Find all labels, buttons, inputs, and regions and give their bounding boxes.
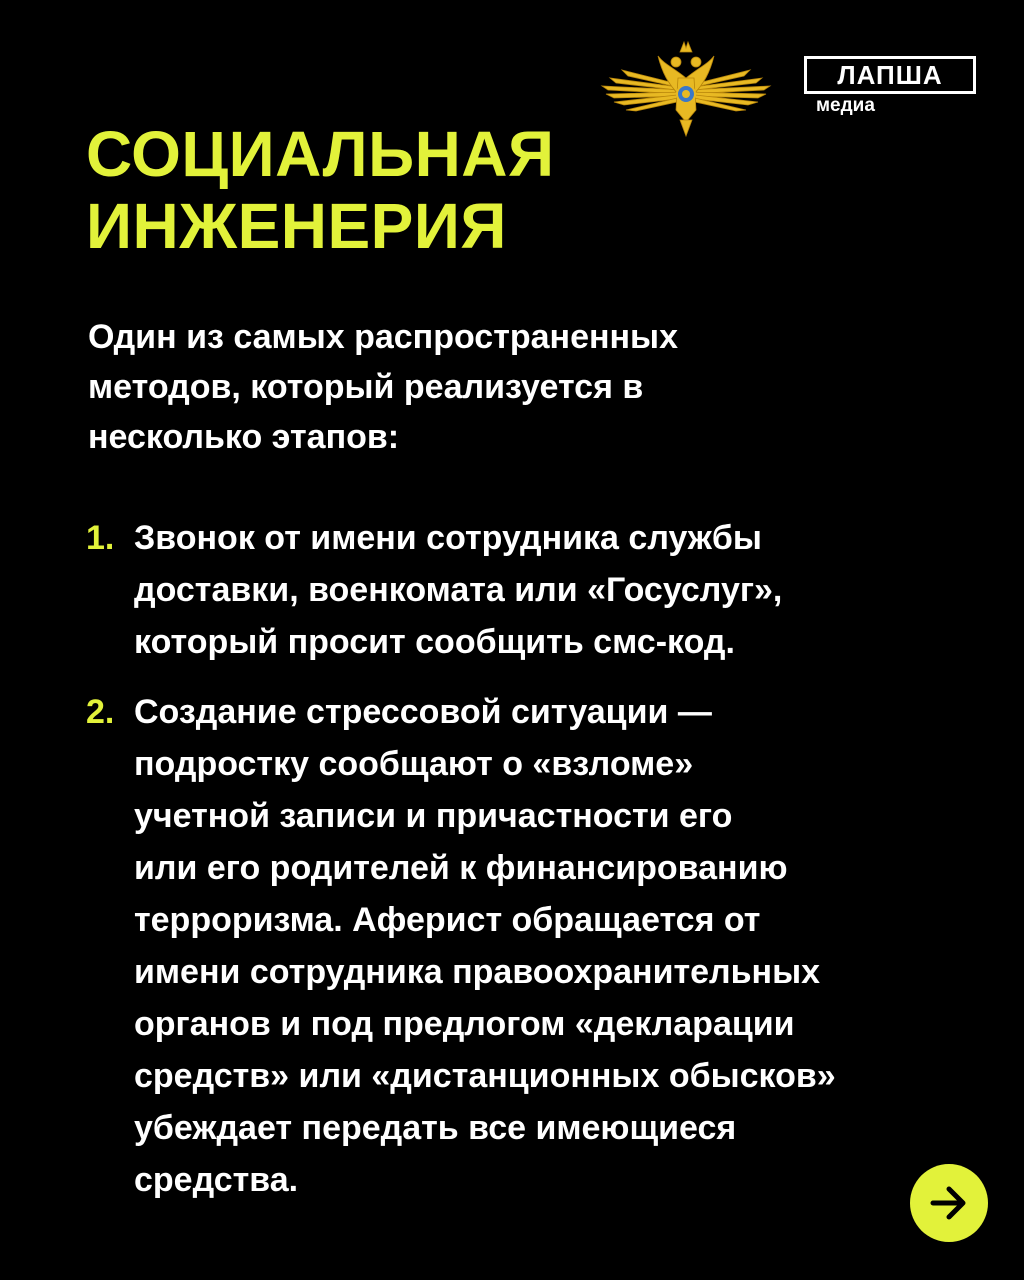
intro-line: Один из самых распространенных (88, 318, 679, 356)
next-slide-button[interactable] (910, 1164, 988, 1242)
intro-paragraph (88, 312, 888, 462)
step-number: 2. (86, 693, 115, 731)
step-number: 1. (86, 519, 115, 557)
step-line: Создание стрессовой ситуации — (134, 693, 712, 731)
steps-list (86, 512, 986, 1224)
step-line: Звонок от имени сотрудника службы (134, 519, 762, 557)
page-title (86, 118, 555, 262)
media-logo-main: ЛАПША (804, 56, 976, 94)
step-line: который просит сообщить смс-код. (134, 623, 735, 661)
step-line: доставки, военкомата или «Госуслуг», (134, 571, 783, 609)
double-headed-eagle-emblem-icon (600, 38, 772, 138)
step-line: имени сотрудника правоохранительных (134, 953, 821, 991)
step-line: органов и под предлогом «декларации (134, 1005, 795, 1043)
step-text (134, 512, 986, 668)
title-line-1: СОЦИАЛЬНАЯ (86, 118, 555, 190)
arrow-right-icon (927, 1181, 971, 1225)
step-text (134, 686, 986, 1206)
media-logo (804, 56, 982, 118)
list-item (86, 512, 986, 668)
step-line: терроризма. Аферист обращается от (134, 901, 761, 939)
intro-line: несколько этапов: (88, 418, 400, 456)
step-line: средств» или «дистанционных обысков» (134, 1057, 836, 1095)
media-logo-sub: медиа (816, 95, 875, 116)
step-line: или его родителей к финансированию (134, 849, 788, 887)
step-line: учетной записи и причастности его (134, 797, 733, 835)
step-line: подростку сообщают о «взломе» (134, 745, 694, 783)
intro-line: методов, который реализуется в (88, 368, 644, 406)
step-line: убеждает передать все имеющиеся (134, 1109, 737, 1147)
title-line-2: ИНЖЕНЕРИЯ (86, 190, 507, 262)
list-item (86, 686, 986, 1206)
step-line: средства. (134, 1161, 299, 1199)
